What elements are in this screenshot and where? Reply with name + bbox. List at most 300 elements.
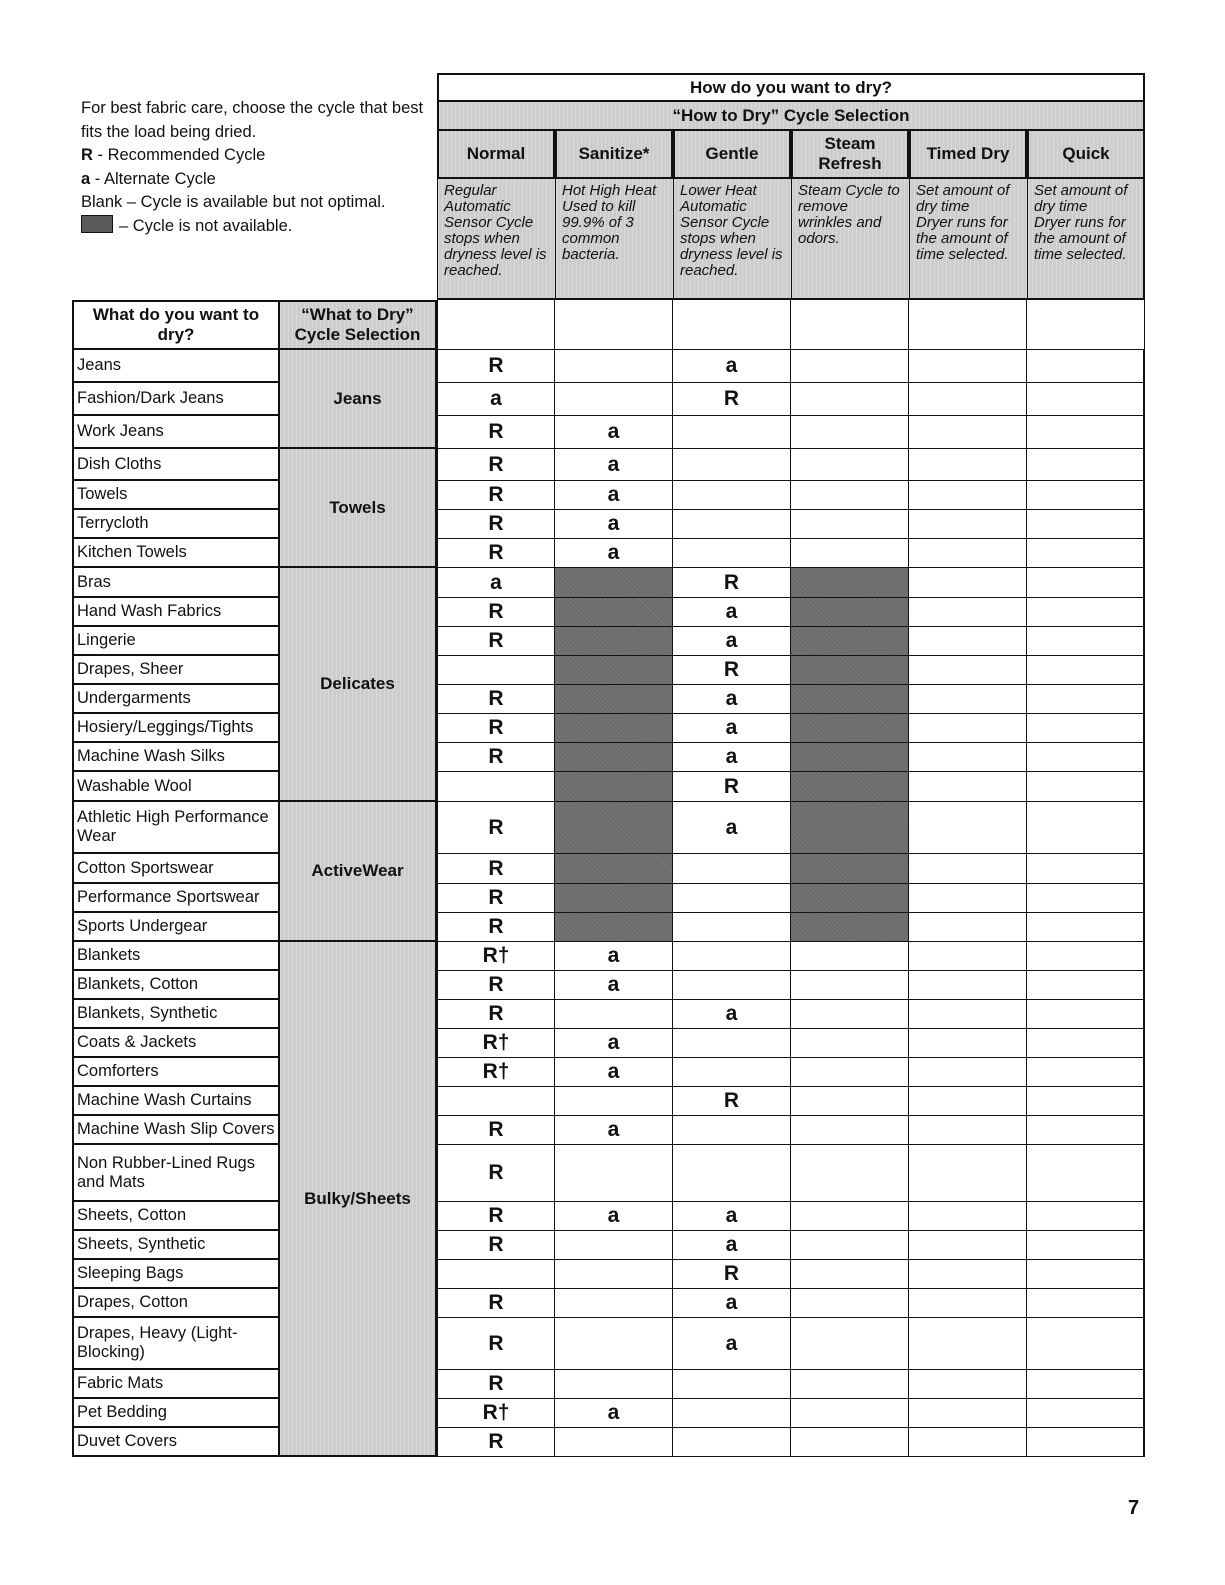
cycle-mark-cell [1027,350,1145,383]
cycle-mark-cell [909,1428,1027,1457]
cycle-mark-cell [673,1231,791,1260]
row-label: Machine Wash Curtains [72,1087,280,1116]
cycle-mark-cell [437,1029,555,1058]
recommended-mark: R† [482,1401,510,1424]
row-label: Blankets, Synthetic [72,1000,280,1029]
cycle-description: Hot High Heat Used to kill 99.9% of 3 common bacteria. [555,179,673,300]
how-to-dry-title: How do you want to dry? [437,73,1145,102]
recommended-mark: R [488,1331,504,1355]
cycle-mark-cell [555,1370,673,1399]
recommended-mark: R [488,483,504,506]
cycle-mark-cell [673,1318,791,1370]
cycle-mark-cell [437,884,555,913]
alternate-mark: a [607,1204,620,1227]
cycle-mark-cell [673,1029,791,1058]
cycle-mark-cell [673,1370,791,1399]
cycle-mark-cell [909,854,1027,884]
cycle-mark-cell [1027,913,1145,942]
not-available-cell [791,685,909,714]
alternate-mark: a [725,629,738,652]
row-label: Fabric Mats [72,1370,280,1399]
alternate-mark: a [607,944,620,967]
cycle-mark-cell [437,802,555,854]
recommended-mark: R [488,600,504,623]
cycle-mark-cell [791,510,909,539]
row-label: Hand Wash Fabrics [72,598,280,627]
cycle-mark-cell [791,1116,909,1145]
not-available-cell [555,568,673,598]
cycle-mark-cell [1027,1399,1145,1428]
cycle-mark-cell [437,568,555,598]
cycle-mark-cell [909,1000,1027,1029]
alternate-mark: a [607,1060,620,1083]
alternate-mark: a [725,815,738,839]
cycle-mark-cell [555,1231,673,1260]
header-blank-cell [1027,300,1145,350]
cycle-mark-cell [673,884,791,913]
row-label: Sheets, Cotton [72,1202,280,1231]
not-available-cell [791,656,909,685]
legend-intro: For best fabric care, choose the cycle that best fits the load being dried. [81,99,424,141]
row-label: Machine Wash Silks [72,743,280,772]
header-blank-cell [555,300,673,350]
not-available-cell [791,598,909,627]
how-to-dry-cycle-selection: “How to Dry” Cycle Selection [437,102,1145,129]
cycle-mark-cell [791,449,909,481]
recommended-mark: R [488,541,504,564]
row-label: Sheets, Synthetic [72,1231,280,1260]
recommended-mark: R [488,512,504,535]
cycle-mark-cell [437,627,555,656]
header-blank-cell [909,300,1027,350]
cycle-mark-cell [1027,1318,1145,1370]
cycle-mark-cell [791,1145,909,1202]
cycle-mark-cell [791,383,909,416]
cycle-mark-cell [1027,685,1145,714]
cycle-header-quick: Quick [1027,129,1145,179]
row-label: Terrycloth [72,510,280,539]
cycle-mark-cell [437,1370,555,1399]
cycle-mark-cell [673,1202,791,1231]
cycle-mark-cell [437,743,555,772]
cycle-mark-cell [909,510,1027,539]
cycle-mark-cell [673,481,791,510]
alternate-mark: a [725,354,738,377]
not-available-cell [555,598,673,627]
cycle-mark-cell [1027,854,1145,884]
cycle-mark-cell [909,1116,1027,1145]
recommended-mark: R [488,1002,504,1025]
cycle-mark-cell [673,539,791,568]
cycle-mark-cell [673,1116,791,1145]
cycle-mark-cell [673,350,791,383]
row-label: Dish Cloths [72,449,280,481]
cycle-mark-cell [673,1289,791,1318]
row-label: Pet Bedding [72,1399,280,1428]
cycle-mark-cell [555,449,673,481]
cycle-header-gentle: Gentle [673,129,791,179]
cycle-mark-cell [909,743,1027,772]
cycle-mark-cell [555,1058,673,1087]
not-available-cell [555,656,673,685]
cycle-mark-cell [437,1087,555,1116]
cycle-mark-cell [1027,1202,1145,1231]
cycle-mark-cell [909,539,1027,568]
cycle-mark-cell [437,772,555,802]
row-label: Drapes, Heavy (Light-Blocking) [72,1318,280,1370]
cycle-mark-cell [555,1116,673,1145]
cycle-mark-cell [1027,1116,1145,1145]
alternate-mark: a [725,687,738,710]
row-label: Blankets [72,942,280,971]
cycle-mark-cell [437,1116,555,1145]
cycle-mark-cell [437,1260,555,1289]
cycle-mark-cell [909,802,1027,854]
cycle-mark-cell [1027,971,1145,1000]
cycle-mark-cell [791,1000,909,1029]
row-label: Towels [72,481,280,510]
row-label: Blankets, Cotton [72,971,280,1000]
row-label: Performance Sportswear [72,884,280,913]
cycle-mark-cell [555,539,673,568]
recommended-mark: R† [482,944,510,967]
cycle-mark-cell [555,1029,673,1058]
cycle-mark-cell [909,884,1027,913]
cycle-mark-cell [791,350,909,383]
not-available-cell [791,568,909,598]
recommended-mark: R [723,1262,740,1285]
not-available-cell [791,714,909,743]
row-label: Coats & Jackets [72,1029,280,1058]
cycle-description: Set amount of dry time Dryer runs for the amount of time selected. [909,179,1027,300]
not-available-cell [791,802,909,854]
row-label: Machine Wash Slip Covers [72,1116,280,1145]
cycle-mark-cell [437,481,555,510]
header-blank-cell [791,300,909,350]
not-available-cell [555,802,673,854]
cycle-mark-cell [791,1318,909,1370]
cycle-description: Set amount of dry time Dryer runs for the amount of time selected. [1027,179,1145,300]
legend-not-available: – Cycle is not available. [81,215,431,239]
legend-recommended: R - Recommended Cycle [81,146,266,164]
cycle-mark-cell [673,685,791,714]
cycle-mark-cell [437,685,555,714]
cycle-mark-cell [909,1145,1027,1202]
recommended-mark: R [723,774,740,798]
cycle-mark-cell [437,383,555,416]
cycle-mark-cell [909,568,1027,598]
not-available-cell [555,685,673,714]
cycle-mark-cell [1027,627,1145,656]
cycle-mark-cell [791,539,909,568]
cycle-mark-cell [555,1202,673,1231]
cycle-mark-cell [673,1260,791,1289]
recommended-mark: R [488,815,504,839]
cycle-header-normal: Normal [437,129,555,179]
row-label: Non Rubber-Lined Rugs and Mats [72,1145,280,1202]
recommended-mark: R† [482,1060,510,1083]
cycle-mark-cell [1027,383,1145,416]
cycle-mark-cell [437,971,555,1000]
cycle-mark-cell [673,1058,791,1087]
alternate-mark: a [725,1204,738,1227]
cycle-mark-cell [909,971,1027,1000]
row-label: Kitchen Towels [72,539,280,568]
row-label: Drapes, Cotton [72,1289,280,1318]
cycle-header-sanitize: Sanitize* [555,129,673,179]
recommended-mark: R [723,658,740,681]
recommended-mark: R [488,745,504,768]
row-label: Hosiery/Leggings/Tights [72,714,280,743]
cycle-mark-cell [909,1058,1027,1087]
cycle-mark-cell [437,1399,555,1428]
group-label-bulky-sheets: Bulky/Sheets [280,942,437,1457]
what-to-dry-header: What do you want to dry? [72,300,280,350]
alternate-mark: a [725,600,738,623]
cycle-mark-cell [673,1428,791,1457]
not-available-cell [791,743,909,772]
cycle-mark-cell [791,416,909,449]
row-label: Athletic High Performance Wear [72,802,280,854]
alternate-mark: a [607,1401,620,1424]
not-available-cell [791,854,909,884]
cycle-mark-cell [437,350,555,383]
cycle-mark-cell [437,1058,555,1087]
recommended-mark: R [723,387,740,410]
not-available-cell [555,854,673,884]
cycle-mark-cell [1027,743,1145,772]
cycle-mark-cell [909,1087,1027,1116]
cycle-mark-cell [437,854,555,884]
cycle-mark-cell [437,1145,555,1202]
cycle-mark-cell [909,449,1027,481]
cycle-mark-cell [555,1087,673,1116]
cycle-mark-cell [1027,1289,1145,1318]
cycle-mark-cell [791,1428,909,1457]
group-label-delicates: Delicates [280,568,437,802]
not-available-cell [555,772,673,802]
alternate-mark: a [725,716,738,739]
cycle-mark-cell [673,772,791,802]
what-to-dry-cycle-header: “What to Dry” Cycle Selection [280,300,437,350]
group-label-jeans: Jeans [280,350,437,449]
alternate-mark: a [490,387,502,410]
not-available-cell [555,743,673,772]
cycle-mark-cell [1027,1058,1145,1087]
cycle-mark-cell [437,1000,555,1029]
cycle-mark-cell [673,1145,791,1202]
alternate-mark: a [607,973,620,996]
not-available-cell [555,913,673,942]
cycle-mark-cell [437,598,555,627]
cycle-mark-cell [673,510,791,539]
group-label-activewear: ActiveWear [280,802,437,942]
cycle-mark-cell [673,854,791,884]
cycle-mark-cell [1027,539,1145,568]
cycle-mark-cell [909,685,1027,714]
cycle-mark-cell [437,656,555,685]
cycle-mark-cell [437,1318,555,1370]
recommended-mark: R [488,354,504,377]
cycle-mark-cell [909,1202,1027,1231]
cycle-mark-cell [791,1260,909,1289]
cycle-mark-cell [1027,942,1145,971]
recommended-mark: R [488,716,504,739]
not-available-cell [791,772,909,802]
alternate-mark: a [725,1331,738,1355]
alternate-mark: a [607,452,620,476]
cycle-mark-cell [1027,568,1145,598]
recommended-mark: R [723,570,740,594]
cycle-mark-cell [555,350,673,383]
cycle-mark-cell [1027,802,1145,854]
cycle-mark-cell [673,416,791,449]
cycle-mark-cell [1027,1029,1145,1058]
cycle-mark-cell [1027,449,1145,481]
cycle-mark-cell [791,1202,909,1231]
cycle-mark-cell [1027,884,1145,913]
cycle-header-timed-dry: Timed Dry [909,129,1027,179]
recommended-mark: R [488,973,504,996]
recommended-mark: R [723,1089,740,1112]
not-available-cell [791,884,909,913]
legend-alternate: a - Alternate Cycle [81,169,216,188]
cycle-mark-cell [673,1087,791,1116]
cycle-mark-cell [437,913,555,942]
cycle-mark-cell [909,1029,1027,1058]
cycle-mark-cell [555,1145,673,1202]
cycle-mark-cell [909,481,1027,510]
cycle-mark-cell [1027,1260,1145,1289]
cycle-mark-cell [673,656,791,685]
not-available-cell [555,627,673,656]
alternate-mark: a [607,483,620,506]
cycle-mark-cell [909,656,1027,685]
cycle-mark-cell [909,942,1027,971]
cycle-mark-cell [673,1399,791,1428]
row-label: Sleeping Bags [72,1260,280,1289]
cycle-mark-cell [437,714,555,743]
cycle-mark-cell [909,1318,1027,1370]
cycle-mark-cell [791,1370,909,1399]
cycle-mark-cell [673,802,791,854]
cycle-mark-cell [1027,510,1145,539]
cycle-mark-cell [555,510,673,539]
alternate-mark: a [725,1002,738,1025]
recommended-mark: R [488,687,504,710]
alternate-mark: a [725,1291,738,1314]
cycle-mark-cell [673,383,791,416]
alternate-mark: a [607,420,620,443]
row-label: Lingerie [72,627,280,656]
cycle-mark-cell [673,913,791,942]
row-label: Fashion/Dark Jeans [72,383,280,416]
cycle-mark-cell [1027,1087,1145,1116]
cycle-mark-cell [909,627,1027,656]
cycle-mark-cell [555,1289,673,1318]
cycle-header-steam-refresh: Steam Refresh [791,129,909,179]
recommended-mark: R [488,452,504,476]
cycle-mark-cell [437,1231,555,1260]
cycle-mark-cell [1027,1000,1145,1029]
cycle-mark-cell [437,1428,555,1457]
recommended-mark: R [488,1204,504,1227]
recommended-mark: R [488,915,504,938]
cycle-mark-cell [791,942,909,971]
cycle-mark-cell [909,350,1027,383]
row-label: Drapes, Sheer [72,656,280,685]
cycle-mark-cell [555,971,673,1000]
cycle-description: Steam Cycle to remove wrinkles and odors. [791,179,909,300]
row-label: Duvet Covers [72,1428,280,1457]
cycle-mark-cell [1027,656,1145,685]
cycle-mark-cell [791,1289,909,1318]
cycle-mark-cell [1027,772,1145,802]
cycle-mark-cell [909,1231,1027,1260]
recommended-mark: R [488,1430,504,1453]
row-label: Work Jeans [72,416,280,449]
cycle-mark-cell [1027,1428,1145,1457]
alternate-mark: a [490,570,502,594]
cycle-mark-cell [909,598,1027,627]
cycle-mark-cell [555,481,673,510]
recommended-mark: R [488,1161,504,1184]
cycle-mark-cell [909,772,1027,802]
cycle-mark-cell [909,416,1027,449]
cycle-mark-cell [555,1318,673,1370]
cycle-mark-cell [437,1202,555,1231]
cycle-mark-cell [673,743,791,772]
recommended-mark: R† [482,1031,510,1054]
cycle-mark-cell [555,1260,673,1289]
not-available-cell [555,714,673,743]
alternate-mark: a [607,1118,620,1141]
cycle-mark-cell [673,1000,791,1029]
recommended-mark: R [488,886,504,909]
not-available-cell [791,627,909,656]
cycle-mark-cell [1027,714,1145,743]
cycle-mark-cell [909,1289,1027,1318]
cycle-mark-cell [1027,1370,1145,1399]
header-blank-cell [673,300,791,350]
cycle-mark-cell [437,539,555,568]
cycle-mark-cell [791,1058,909,1087]
cycle-description: Regular Automatic Sensor Cycle stops when dryness level is reached. [437,179,555,300]
legend-blank: Blank – Cycle is available but not optimal. [81,193,386,211]
cycle-mark-cell [1027,416,1145,449]
cycle-description: Lower Heat Automatic Sensor Cycle stops when dryness level is reached. [673,179,791,300]
recommended-mark: R [488,1291,504,1314]
cycle-mark-cell [555,383,673,416]
cycle-mark-cell [791,1087,909,1116]
cycle-mark-cell [909,714,1027,743]
cycle-mark-cell [791,481,909,510]
cycle-mark-cell [673,714,791,743]
cycle-mark-cell [673,449,791,481]
row-label: Sports Undergear [72,913,280,942]
cycle-mark-cell [555,1428,673,1457]
group-label-towels: Towels [280,449,437,568]
cycle-mark-cell [555,942,673,971]
recommended-mark: R [488,856,504,880]
alternate-mark: a [607,1031,620,1054]
header-blank-cell [437,300,555,350]
recommended-mark: R [488,420,504,443]
page-number: 7 [1128,1497,1140,1519]
cycle-mark-cell [673,598,791,627]
alternate-mark: a [725,1233,738,1256]
cycle-mark-cell [1027,598,1145,627]
